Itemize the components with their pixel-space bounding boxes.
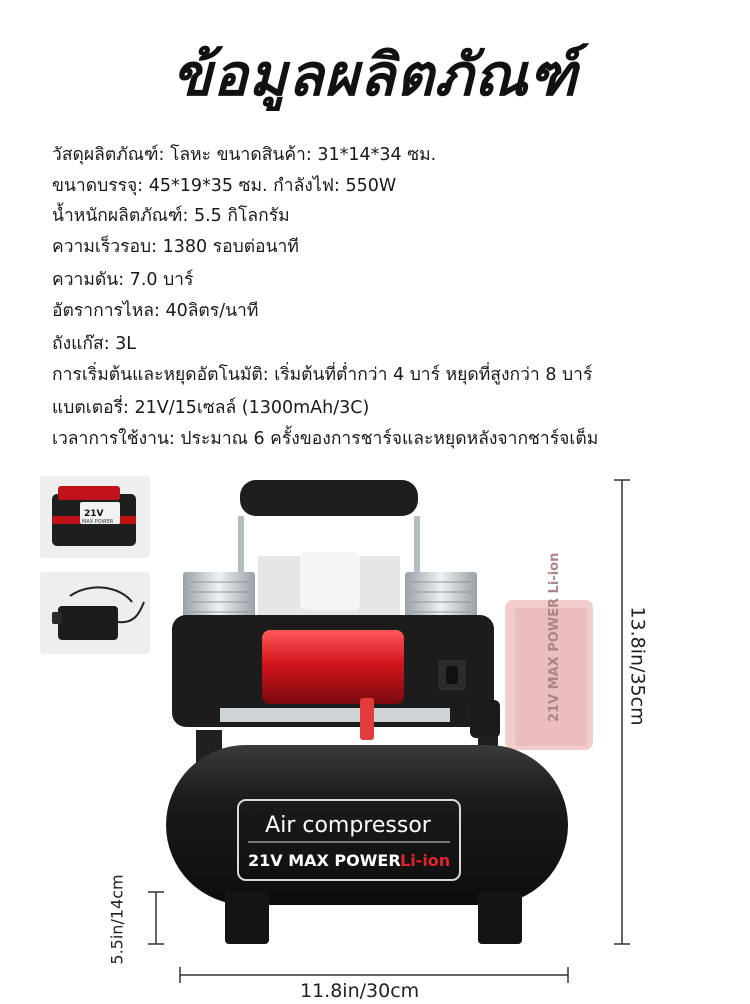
dimension-height: 13.8in/35cm: [626, 606, 649, 726]
red-motor-housing: [262, 630, 404, 704]
tank-label-line1: Air compressor: [265, 813, 431, 838]
tank-label-accent: Li-ion: [400, 851, 451, 870]
spec-speed: ความเร็วรอบ: 1380 รอบต่อนาที: [52, 236, 299, 257]
dimension-tank-height: 5.5in/14cm: [107, 874, 127, 965]
battery-thumb-sub: MAX POWER: [82, 519, 114, 525]
handle: [240, 480, 418, 516]
ghost-battery: [505, 553, 593, 750]
spec-flow: อัตราการไหล: 40ลิตร/นาที: [52, 300, 259, 321]
spec-pressure: ความดัน: 7.0 บาร์: [52, 270, 194, 290]
ghost-battery-text: 21V MAX POWER Li-ion: [547, 552, 562, 722]
foot-right: [478, 892, 522, 944]
spec-weight: น้ำหนักผลิตภัณฑ์: 5.5 กิโลกรัม: [52, 206, 290, 226]
spec-runtime: เวลาการใช้งาน: ประมาณ 6 ครั้งของการชาร์จและหยุดหลังจากชาร์จเต็ม: [52, 428, 599, 449]
spec-package-power: ขนาดบรรจุ: 45*19*35 ซม. กำลังไฟ: 550W: [52, 175, 397, 196]
tank-label-line2: 21V MAX POWER: [248, 851, 401, 870]
spec-battery: แบตเตอรี่: 21V/15เซลล์ (1300mAh/3C): [52, 398, 370, 418]
spec-auto-start-stop: การเริ่มต้นและหยุดอัตโนมัติ: เริ่มต้นที่ต่ำกว่า 4 บาร์ หยุดที่สูงกว่า 8 บาร์: [52, 364, 593, 385]
valve: [360, 698, 374, 740]
foot-left: [225, 892, 269, 944]
spec-tank: ถังแก๊ส: 3L: [52, 334, 137, 354]
page-title: ข้อมูลผลิตภัณฑ์: [172, 41, 578, 109]
spec-material-size: วัสดุผลิตภัณฑ์: โลหะ ขนาดสินค้า: 31*14*34 ซม.: [52, 145, 437, 165]
gauge-connector: [470, 700, 500, 738]
dimension-width: 11.8in/30cm: [300, 980, 420, 1002]
spec-list: [52, 140, 742, 454]
product-stage: [0, 460, 750, 1000]
battery-thumb-label: 21V: [84, 509, 104, 519]
